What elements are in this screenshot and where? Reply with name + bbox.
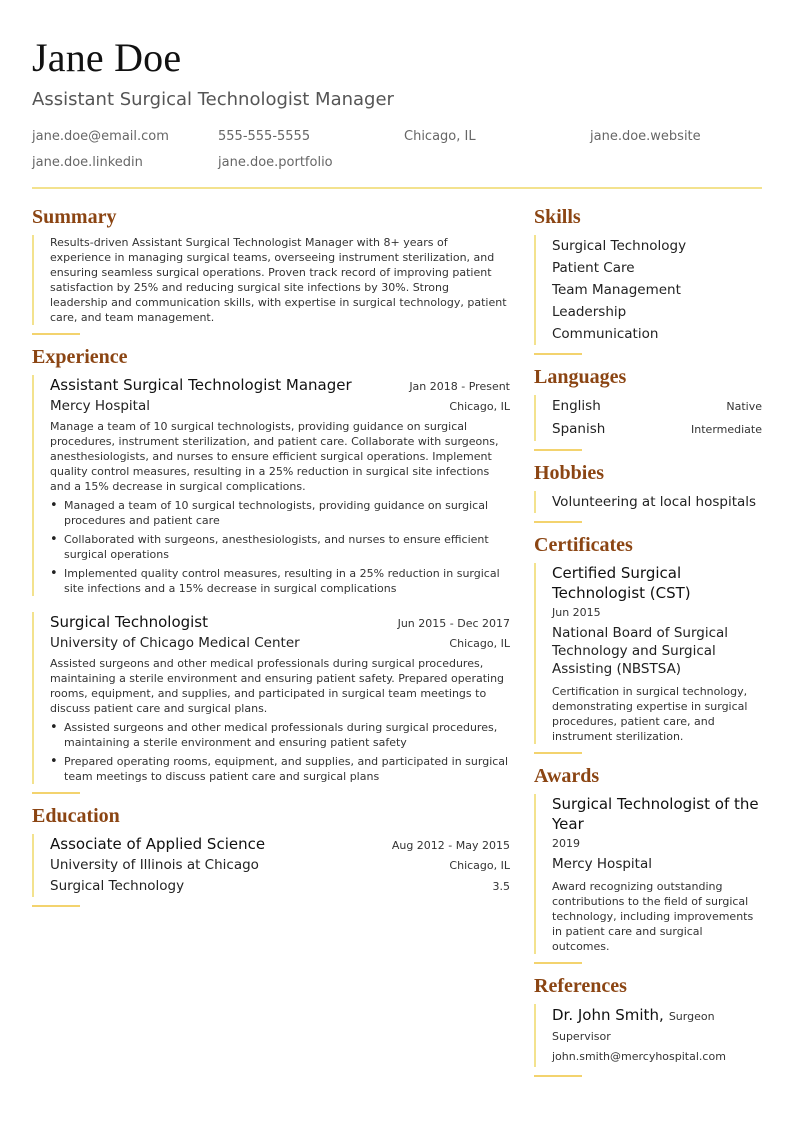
language-name: Spanish xyxy=(552,421,606,437)
bullet-item: • Prepared operating rooms, equipment, and supplies, and participated in surgical team meetings to discuss patient care and surgical plans xyxy=(50,754,510,784)
experience-entry xyxy=(32,612,510,784)
degree: Associate of Applied Science xyxy=(50,835,266,853)
certificate-issuer: National Board of Surgical Technology and Surgical Assisting (NBSTSA) xyxy=(552,625,729,677)
award-description: Award recognizing outstanding contributions to the field of surgical technology, including improvements in patient care and surgical outcomes. xyxy=(552,880,754,953)
certificate-description: Certification in surgical technology, demonstrating expertise in surgical procedures, patient care, and instrument sterilization. xyxy=(552,685,748,743)
section-underline xyxy=(32,905,80,907)
language-level: Intermediate xyxy=(691,423,762,436)
section-underline xyxy=(534,521,582,523)
entry-location: Chicago, IL xyxy=(449,400,510,413)
bullet-item: • Assisted surgeons and other medical professionals during surgical procedures, maintaining a sterile environment and ensuring patient safety xyxy=(50,720,510,750)
languages-section xyxy=(534,365,762,451)
contact-email[interactable]: jane.doe@email.com xyxy=(32,129,169,144)
entry-bullets xyxy=(50,720,510,784)
languages-block xyxy=(534,395,762,441)
entry-description: Manage a team of 10 surgical technologists, providing guidance on surgical procedures, instrument sterilization, and patient care. Collaborate with surgeons, anesthesiologists, and nurses to ensure efficient surgical operations. Implement quality control measures, resulting in a 25% reduction in surgical site infections and a 15% decrease in surgical complications. xyxy=(50,420,499,493)
bullet-item: • Implemented quality control measures, resulting in a 25% reduction in surgical site infections and a 15% decrease in surgical complications xyxy=(50,566,510,596)
reference-email[interactable]: john.smith@mercyhospital.com xyxy=(552,1050,726,1063)
entry-org: University of Chicago Medical Center xyxy=(50,635,300,651)
entry-date: Aug 2012 - May 2015 xyxy=(391,839,510,852)
language-row xyxy=(552,395,762,418)
section-underline xyxy=(534,449,582,451)
entry-bullets xyxy=(50,498,510,596)
language-level: Native xyxy=(726,400,762,413)
reference-header xyxy=(552,1004,762,1047)
section-underline xyxy=(534,752,582,754)
entry-subheader xyxy=(50,855,510,876)
school: University of Illinois at Chicago xyxy=(50,857,259,873)
reference-role-cont: Supervisor xyxy=(552,1030,611,1043)
entry-subheader xyxy=(50,396,510,417)
award-date: 2019 xyxy=(552,837,580,850)
certificates-heading: Certificates xyxy=(534,534,633,556)
skill-item: Communication xyxy=(552,326,659,342)
hobbies-section xyxy=(534,461,762,523)
summary-text: Results-driven Assistant Surgical Technologist Manager with 8+ years of experience in managing surgical teams, overseeing instrument sterilization, and ensuring seamless surgical operations. Proven track record of improving patient satisfaction by 25% and reducing surgical site infections by 30%. Strong leadership and communication skills, with expertise in surgical technology, patient care, and team management. xyxy=(50,236,507,324)
skills-heading: Skills xyxy=(534,206,581,228)
contact-location: Chicago, IL xyxy=(404,129,476,144)
contact-portfolio[interactable]: jane.doe.portfolio xyxy=(218,155,333,170)
certificate-date: Jun 2015 xyxy=(552,606,601,619)
experience-entry xyxy=(32,375,510,596)
entry-date: Jun 2015 - Dec 2017 xyxy=(397,617,510,630)
entry-description: Assisted surgeons and other medical professionals during surgical procedures, maintaining a sterile environment and ensuring patient safety. Prepared operating rooms, equipment, and supplies, and participated in surgical team meetings to discuss patient care and surgical plans. xyxy=(50,657,505,715)
entry-location: Chicago, IL xyxy=(449,859,510,872)
skill-item: Patient Care xyxy=(552,260,635,276)
skill-item: Leadership xyxy=(552,304,627,320)
skill-item: Team Management xyxy=(552,282,681,298)
bullet-item: • Collaborated with surgeons, anesthesiologists, and nurses to ensure efficient surgical operations xyxy=(50,532,510,562)
award-entry xyxy=(534,794,762,954)
summary-heading: Summary xyxy=(32,206,117,228)
languages-heading: Languages xyxy=(534,366,627,388)
references-heading: References xyxy=(534,975,627,997)
entry-title: Assistant Surgical Technologist Manager xyxy=(50,376,352,394)
experience-section xyxy=(32,345,510,794)
language-row xyxy=(552,418,762,441)
experience-heading: Experience xyxy=(32,346,128,368)
hobbies-block xyxy=(534,491,762,513)
certificate-title: Certified Surgical Technologist (CST) xyxy=(552,564,691,602)
certificates-section xyxy=(534,533,762,754)
left-column xyxy=(32,205,510,917)
education-entry xyxy=(32,834,510,897)
entry-subheader xyxy=(50,633,510,654)
awards-heading: Awards xyxy=(534,765,600,787)
skill-item: Surgical Technology xyxy=(552,238,687,254)
summary-block xyxy=(32,235,510,325)
language-name: English xyxy=(552,398,601,414)
award-issuer: Mercy Hospital xyxy=(552,856,652,872)
candidate-name: Jane Doe xyxy=(32,35,182,80)
right-column xyxy=(534,205,762,1087)
field-of-study: Surgical Technology xyxy=(50,878,185,894)
contact-website[interactable]: jane.doe.website xyxy=(590,129,701,144)
hobby-item: Volunteering at local hospitals xyxy=(552,494,757,510)
entry-location: Chicago, IL xyxy=(449,637,510,650)
hobbies-heading: Hobbies xyxy=(534,462,605,484)
education-section xyxy=(32,804,510,907)
entry-header xyxy=(50,612,510,633)
gpa: 3.5 xyxy=(492,880,510,893)
entry-field-row xyxy=(50,876,510,897)
candidate-title: Assistant Surgical Technologist Manager xyxy=(32,89,394,110)
skills-section xyxy=(534,205,762,355)
header-divider xyxy=(32,187,762,189)
award-title: Surgical Technologist of the Year xyxy=(552,795,759,833)
references-section xyxy=(534,974,762,1077)
summary-section xyxy=(32,205,510,335)
section-underline xyxy=(534,1075,582,1077)
entry-date: Jan 2018 - Present xyxy=(409,380,510,393)
section-underline xyxy=(32,333,80,335)
section-underline xyxy=(534,353,582,355)
contact-linkedin[interactable]: jane.doe.linkedin xyxy=(32,155,143,170)
reference-role: Surgeon xyxy=(668,1010,715,1023)
entry-title: Surgical Technologist xyxy=(50,613,209,631)
reference-entry xyxy=(534,1004,762,1067)
entry-org: Mercy Hospital xyxy=(50,398,150,414)
contact-phone[interactable]: 555-555-5555 xyxy=(218,129,311,144)
certificate-entry xyxy=(534,563,762,744)
section-underline xyxy=(32,792,80,794)
entry-header xyxy=(50,375,510,396)
entry-header xyxy=(50,834,510,855)
contact-list xyxy=(32,128,776,172)
skills-block xyxy=(534,235,762,345)
bullet-item: • Managed a team of 10 surgical technologists, providing guidance on surgical procedures and patient care xyxy=(50,498,510,528)
awards-section xyxy=(534,764,762,964)
section-underline xyxy=(534,962,582,964)
education-heading: Education xyxy=(32,805,120,827)
reference-name: Dr. John Smith, xyxy=(552,1006,664,1024)
